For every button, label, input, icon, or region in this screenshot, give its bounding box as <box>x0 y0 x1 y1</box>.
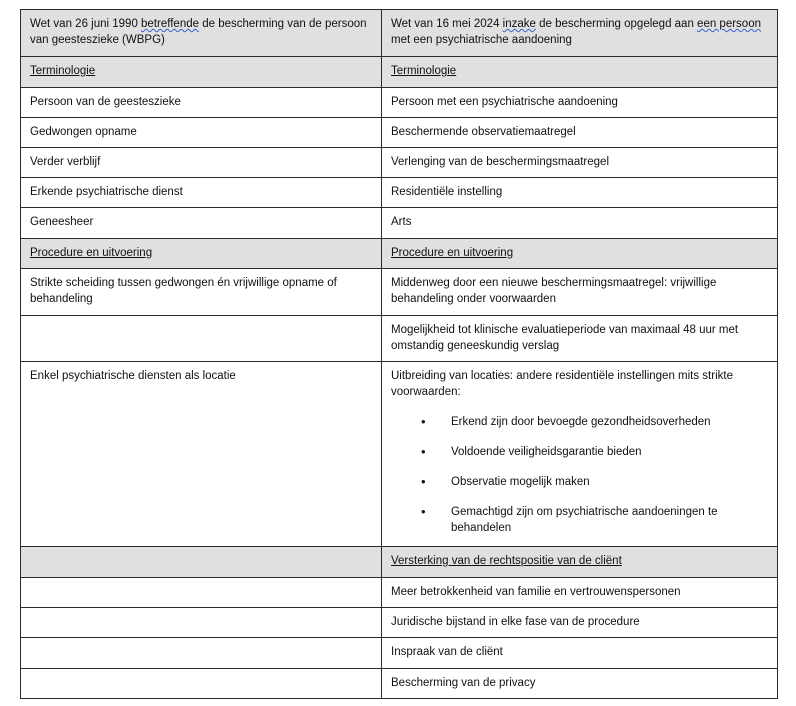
table-row <box>21 88 778 118</box>
table-row <box>21 316 778 362</box>
cell-old: Enkel psychiatrische diensten als locatie <box>21 362 382 547</box>
locatie-bullet-list <box>391 414 769 536</box>
section-heading-text: Procedure en uitvoering <box>30 247 153 259</box>
table-row <box>21 669 778 699</box>
header-old-law-post: de bescherming van de persoon van geesteszieke (WBPG) <box>30 18 367 46</box>
cell-old <box>21 608 382 638</box>
cell-old: Geneesheer <box>21 208 382 239</box>
table-header-row <box>21 10 778 57</box>
section-heading <box>21 57 382 88</box>
section-heading-text: Terminologie <box>30 65 96 77</box>
cell-old: Strikte scheiding tussen gedwongen én vrijwillige opname of behandeling <box>21 269 382 316</box>
section-heading <box>382 239 778 269</box>
section-heading <box>21 239 382 269</box>
section-heading-text: Procedure en uitvoering <box>391 247 514 259</box>
cell-new: Meer betrokkenheid van familie en vertrouwenspersonen <box>382 578 778 608</box>
cell-old <box>21 669 382 699</box>
section-row-terminologie <box>21 57 778 88</box>
table-row <box>21 608 778 638</box>
table-row <box>21 148 778 178</box>
table-row <box>21 638 778 669</box>
header-old-law-pre: Wet van 26 juni 1990 <box>30 18 142 30</box>
table-row <box>21 178 778 208</box>
table-row <box>21 269 778 316</box>
header-new-law-pre: Wet van 16 mei 2024 <box>391 18 503 30</box>
section-heading-text: Versterking van de rechtspositie van de cliënt <box>391 555 622 567</box>
list-item: • Voldoende veiligheidsgarantie bieden <box>391 444 769 460</box>
cell-old: Persoon van de geesteszieke <box>21 88 382 118</box>
table-row-locatie <box>21 362 778 547</box>
section-row-rechtspositie <box>21 547 778 578</box>
section-row-procedure <box>21 239 778 269</box>
cell-old <box>21 638 382 669</box>
section-heading-text: Terminologie <box>391 65 457 77</box>
cell-new: Residentiële instelling <box>382 178 778 208</box>
list-item: • Observatie mogelijk maken <box>391 474 769 490</box>
section-heading <box>382 547 778 578</box>
cell-old: Verder verblijf <box>21 148 382 178</box>
list-item: • Gemachtigd zijn om psychiatrische aandoeningen te behandelen <box>391 504 769 536</box>
header-old-law <box>21 10 382 57</box>
cell-new <box>382 362 778 547</box>
cell-old: Gedwongen opname <box>21 118 382 148</box>
table-row <box>21 118 778 148</box>
spellcheck-word: betreffende <box>141 18 200 30</box>
cell-new: Arts <box>382 208 778 239</box>
table-row <box>21 208 778 239</box>
header-new-law <box>382 10 778 57</box>
locatie-intro: Uitbreiding van locaties: andere residentiële instellingen mits strikte voorwaarden: <box>391 370 733 398</box>
table-row <box>21 578 778 608</box>
header-new-law-mid: de bescherming opgelegd aan <box>535 18 698 30</box>
list-item: • Erkend zijn door bevoegde gezondheidsoverheden <box>391 414 769 430</box>
cell-new: Middenweg door een nieuwe beschermingsmaatregel: vrijwillige behandeling onder voorwaarden <box>382 269 778 316</box>
section-heading <box>382 57 778 88</box>
cell-new: Mogelijkheid tot klinische evaluatieperiode van maximaal 48 uur met omstandig geneeskundig verslag <box>382 316 778 362</box>
header-new-law-post: met een psychiatrische aandoening <box>391 34 572 46</box>
law-comparison-table <box>20 9 778 699</box>
cell-new: Inspraak van de cliënt <box>382 638 778 669</box>
cell-new: Beschermende observatiemaatregel <box>382 118 778 148</box>
cell-old <box>21 578 382 608</box>
cell-new: Juridische bijstand in elke fase van de procedure <box>382 608 778 638</box>
cell-new: Bescherming van de privacy <box>382 669 778 699</box>
cell-new: Persoon met een psychiatrische aandoening <box>382 88 778 118</box>
cell-old <box>21 316 382 362</box>
spellcheck-word: een persoon <box>697 18 761 30</box>
spellcheck-word: inzake <box>502 18 536 30</box>
section-heading <box>21 547 382 578</box>
cell-new: Verlenging van de beschermingsmaatregel <box>382 148 778 178</box>
cell-old: Erkende psychiatrische dienst <box>21 178 382 208</box>
